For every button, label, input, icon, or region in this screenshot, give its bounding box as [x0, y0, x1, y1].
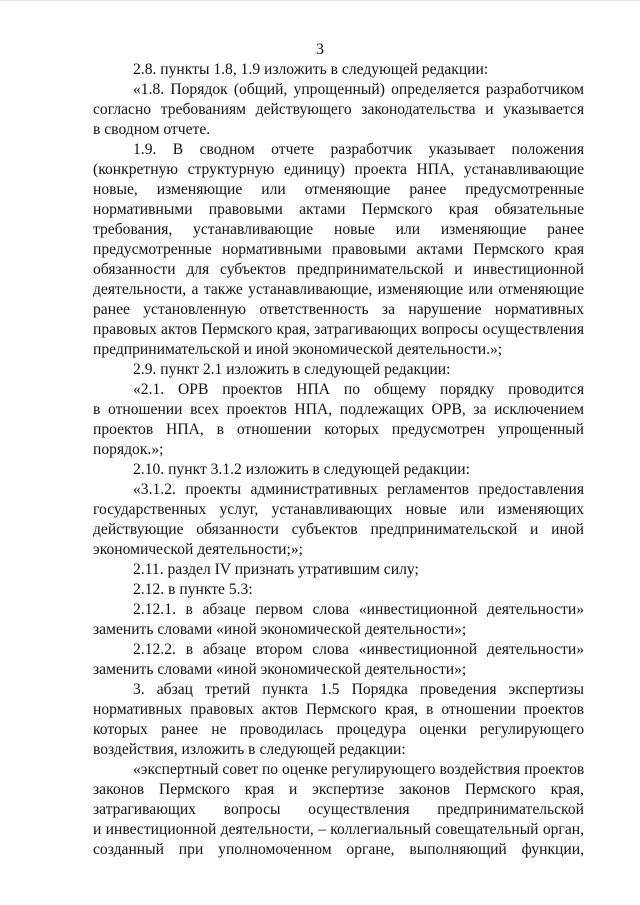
text-line: 2.10. пункт 3.1.2 изложить в следующей редакции: [133, 461, 470, 478]
text-line: заменить словами «иной экономической деятельности»; [93, 661, 467, 678]
text-line: действующие обязанности субъектов предпринимательской и иной [93, 521, 584, 538]
text-line: согласно требованиям действующего законодательства и указывается [93, 101, 584, 118]
text-line: деятельности, а также устанавливающие, изменяющие или отменяющие [93, 281, 584, 298]
text-line: новые, изменяющие или отменяющие ранее предусмотренные [93, 181, 584, 198]
text-line: созданный при уполномоченном органе, выполняющий функции, [93, 841, 584, 858]
text-line: экономической деятельности;»; [93, 541, 303, 558]
text-line: затрагивающих вопросы осуществления предпринимательской [93, 801, 584, 818]
text-line: 2.12.1. в абзаце первом слова «инвестиционной деятельности» [133, 601, 584, 618]
text-line: 2.12. в пункте 5.3: [133, 581, 253, 598]
text-line: требования, устанавливающие новые или изменяющие ранее [93, 221, 584, 238]
text-line: «2.1. ОРВ проектов НПА по общему порядку проводится [133, 381, 584, 398]
text-line: правовых актов Пермского края, затрагивающих вопросы осуществления [93, 321, 584, 338]
text-line: предусмотренные нормативными правовыми актами Пермского края [93, 241, 584, 258]
text-line: воздействия, изложить в следующей редакции: [93, 741, 406, 758]
page-number: 3 [316, 41, 324, 58]
text-line: 2.9. пункт 2.1 изложить в следующей редакции: [133, 361, 451, 378]
text-line: проектов НПА, в отношении которых предусмотрен упрощенный [93, 421, 584, 438]
text-line: и инвестиционной деятельности, – коллегиальный совещательный орган, [93, 821, 584, 838]
text-line: в отношении всех проектов НПА, подлежащих ОРВ, за исключением [93, 401, 584, 418]
page-top-edge [0, 0, 640, 1]
text-line: (конкретную структурную единицу) проекта НПА, устанавливающие [93, 161, 584, 178]
text-line: законов Пермского края и экспертизе законов Пермского края, [93, 781, 584, 798]
text-line: порядок.»; [93, 441, 164, 458]
text-line: 2.11. раздел IV признать утратившим силу; [133, 561, 419, 578]
text-line: которых ранее не проводилась процедура оценки регулирующего [93, 721, 584, 738]
text-line: заменить словами «иной экономической деятельности»; [93, 621, 467, 638]
text-line: 1.9. В сводном отчете разработчик указывает положения [133, 141, 584, 158]
text-line: нормативных правовых актов Пермского края, в отношении проектов [93, 701, 584, 718]
text-line: нормативными правовыми актами Пермского края обязательные [93, 201, 584, 218]
text-line: 3. абзац третий пункта 1.5 Порядка проведения экспертизы [133, 681, 584, 698]
text-line: «3.1.2. проекты административных регламентов предоставления [133, 481, 584, 498]
text-line: 2.8. пункты 1.8, 1.9 изложить в следующей редакции: [133, 61, 489, 78]
text-line: в сводном отчете. [93, 121, 211, 138]
text-line: 2.12.2. в абзаце втором слова «инвестиционной деятельности» [133, 641, 584, 658]
text-line: государственных услуг, устанавливающих новые или изменяющих [93, 501, 584, 518]
text-line: «экспертный совет по оценке регулирующего воздействия проектов [133, 761, 585, 778]
text-line: ранее установленную ответственность за нарушение нормативных [93, 301, 584, 318]
text-line: обязанности для субъектов предпринимательской и инвестиционной [93, 261, 584, 278]
text-line: «1.8. Порядок (общий, упрощенный) определяется разработчиком [133, 81, 584, 98]
document-body [93, 60, 584, 860]
text-line: предпринимательской и иной экономической деятельности.»; [93, 341, 503, 358]
